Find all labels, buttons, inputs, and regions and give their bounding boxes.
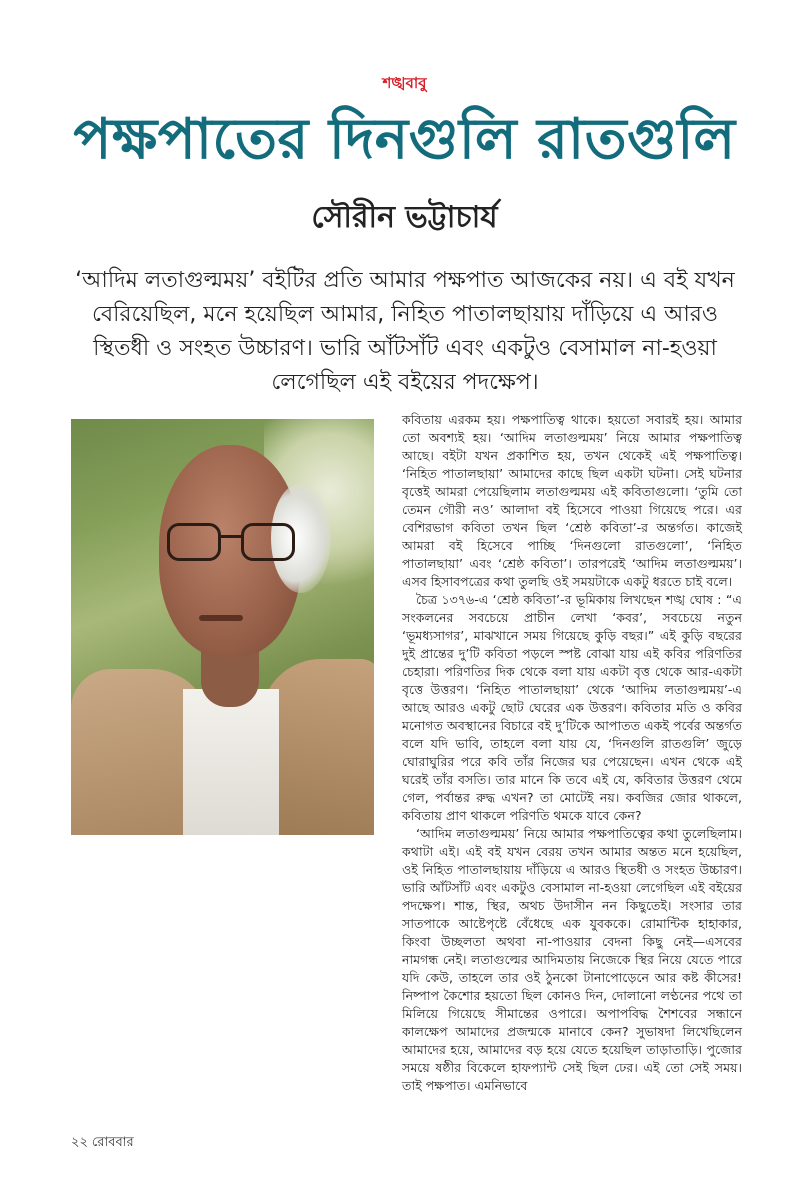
page-folio: ২২ রোববার bbox=[71, 1135, 134, 1150]
article-title: পক্ষপাতের দিনগুলি রাতগুলি bbox=[73, 107, 736, 172]
article-standfirst: ‘আদিম লতাগুল্মময়’ বইটির প্রতি আমার পক্ষপাত আজকের নয়। এ বই যখন বেরিয়েছিল, মনে হয়েছিল আমার, নিহিত পাতালছায়ায় দাঁড়িয়ে এ আরও স্থিতধী ও সংহত উচ্চারণ। ভারি আঁটসাঁট এবং একটুও বেসামাল না-হওয়া লেগেছিল এই বইয়ের পদক্ষেপ। bbox=[75, 268, 735, 395]
body-paragraph: চৈত্র ১৩৭৬-এ ‘শ্রেষ্ঠ কবিতা’-র ভূমিকায় লিখছেন শঙ্খ ঘোষ : “এ সংকলনের সবচেয়ে প্রাচীন লেখা ‘কবর’, সবচেয়ে নতুন ‘ভূমধ্যসাগর’, মাঝখানে সময় গিয়েছে কুড়ি বছর।” এই কুড়ি বছরের দুই প্রান্তের দু’টি কবিতা পড়লে স্পষ্ট বোঝা যায় এই কবির পরিণতির চেহারা। পরিণতির দিক থেকে বলা যায় একটা বৃত্ত থেকে আর-একটা বৃত্তে উত্তরণ। ‘নিহিত পাতালছায়া’ থেকে ‘আদিম লতাগুল্মময়’-এ আছে আরও একটু ছোট ঘেরের এক উত্তরণ। কবিতার মতি ও কবির মনোগত অবস্থানের বিচারে বই দু’টিকে আপাতত একই পর্বের অন্তর্গত বলে যদি ভাবি, তাহলে বলা যায় যে, ‘দিনগুলি রাতগুলি’ জুড়ে ঘোরাঘুরির পরে কবি তাঁর নিজের ঘর পেয়েছেন। এখন থেকে এই ঘরেই তাঁর বসতি। তার মানে কি তবে এই যে, কবিতার উত্তরণ থেমে গেল, পর্বান্তর রুদ্ধ এখন? তা মোটেই নয়। কবজির জোর থাকলে, কবিতায় প্রাণ থাকলে পরিণতি থমকে যাবে কেন? bbox=[402, 592, 742, 823]
body-paragraph: কবিতায় এরকম হয়। পক্ষপাতিত্ব থাকে। হয়তো সবারই হয়। আমার তো অবশ্যই হয়। ‘আদিম লতাগুল্মময়’ নিয়ে আমার পক্ষপাতিত্ব আছে। বইটা যখন প্রকাশিত হয়, তখন থেকেই এই পক্ষপাতিত্ব। ‘নিহিত পাতালছায়া’ আমাদের কাছে ছিল একটা ঘটনা। সেই ঘটনার বৃত্তেই আমরা পেয়েছিলাম লতাগুল্মময় এই কবিতাগুলো। ‘তুমি তো তেমন গৌরী নও’ আলাদা বই হিসেবে পাওয়া গিয়েছে পরে। এর বেশিরভাগ কবিতা তখন ছিল ‘শ্রেষ্ঠ কবিতা’-র অন্তর্গত। কাজেই আমরা বই হিসেবে পাচ্ছি ‘দিনগুলো রাতগুলো’, ‘নিহিত পাতালছায়া’ এবং ‘শ্রেষ্ঠ কবিতা’। তারপরেই ‘আদিম লতাগুল্মময়’। এসব হিসাবপত্রের কথা তুলছি ওই সময়টাকে একটু ধরতে চাই বলে। bbox=[402, 412, 742, 589]
author-portrait-photo bbox=[71, 419, 374, 835]
section-kicker: শঙ্খবাবু bbox=[382, 74, 427, 92]
body-paragraph: ‘আদিম লতাগুল্মময়’ নিয়ে আমার পক্ষপাতিত্বের কথা তুলেছিলাম। কথাটা এই। এই বই যখন বেরয় তখন আমার অন্তত মনে হয়েছিল, ওই নিহিত পাতালছায়ায় দাঁড়িয়ে এ আরও স্থিতধী ও সংহত উচ্চারণ। ভারি আঁটসাঁট এবং একটুও বেসামাল না-হওয়া লেগেছিল এই বইয়ের পদক্ষেপ। শান্ত, স্থির, অথচ উদাসীন নন কিছুতেই। সংসার তার সাতপাকে আষ্টেপৃষ্টে বেঁধেছে এক যুবককে। রোমান্টিক হাহাকার, কিংবা উচ্ছলতা অথবা না-পাওয়ার বেদনা কিছু নেই—এসবের নামগন্ধ নেই। লতাগুল্মের আদিমতায় নিজেকে স্থির নিয়ে যেতে পারে যদি কেউ, তাহলে তার ওই ঠুনকো টানাপোড়েনে আর কষ্ট কীসের! নিষ্পাপ কৈশোর হয়তো ছিল কোনও দিন, দোলানো লণ্ঠনের পথে তা মিলিয়ে গিয়েছে সীমান্তের ওপারে। অপাপবিদ্ধ শৈশবের সন্ধানে কালক্ষেপ আমাদের প্রজন্মকে মানাবে কেন? সুভাষদা লিখেছিলেন আমাদের হয়ে, আমাদের বড় হয়ে যেতে হয়েছিল তাড়াতাড়ি। পুজোর সময়ে ষষ্ঠীর বিকেলে হাফপ্যান্ট সেই ছিল ঢের। এই তো সেই সময়। তাই পক্ষপাত। এমনিভাবে bbox=[402, 826, 742, 1093]
article-body bbox=[402, 411, 742, 1095]
article-author: সৌরীন ভট্টাচার্য bbox=[311, 200, 498, 235]
